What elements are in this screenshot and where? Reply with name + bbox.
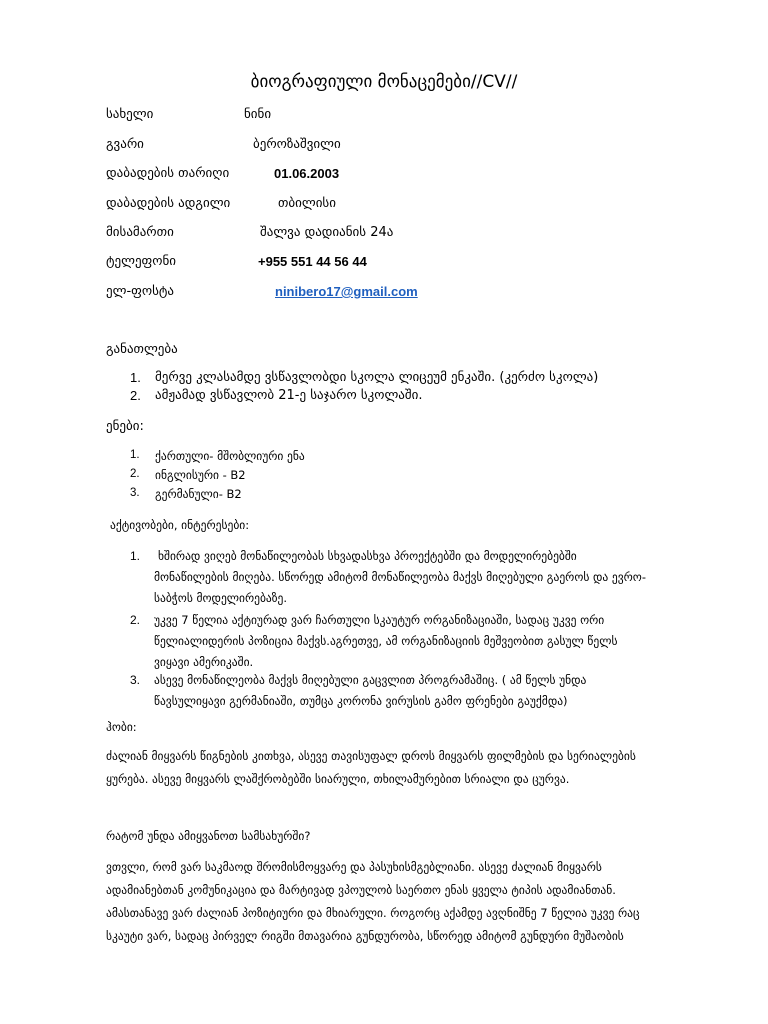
paragraph-line: სკაუტი ვარ, სადაც პირველ რიგში მთავარია გუნდურობა, სწორედ ამიტომ გუნდური მუშაობის [106,929,624,943]
hobby-paragraph [106,745,716,791]
field-value-first-name: ნინი [244,107,272,122]
field-label-first-name: სახელი [106,107,154,122]
hobby-heading: ჰობი: [106,720,137,734]
field-value-phone: +955 551 44 56 44 [258,254,367,269]
list-text: მერვე კლასამდე ვსწავლობდი სკოლა ლიცეუმ ენკაში. (კერძო სკოლა) [155,370,599,385]
paragraph-line: ადამიანებთან კომუნიკაცია და მარტივად ვპოულობ საერთო ენას ყველა ტიპის ადამიანთან. [106,883,616,897]
paragraph-line: ძალიან მიყვარს წიგნების კითხვა, ასევე თავისუფალ დროს მიყვარს ფილმების და სერიალების [106,749,636,763]
list-number: 3. [130,487,140,499]
field-label-birth-place: დაბადების ადგილი [106,196,231,211]
why-hire-heading: რატომ უნდა ამიყვანოთ სამსახურში? [106,829,311,843]
list-item [130,546,690,609]
list-text-line: ხშირად ვიღებ მონაწილეობას სხვადასხვა პროექტებში და მოდელირებებში [158,549,577,563]
education-heading: განათლება [106,342,178,357]
field-label-email: ელ-ფოსტა [106,284,174,299]
field-label-birth-date: დაბადების თარიღი [106,166,230,181]
activities-heading: აქტივობები, ინტერესები: [110,518,250,532]
list-item [130,670,690,712]
list-text: ქართული- მშობლიური ენა [155,449,305,463]
list-text-line: საბჭოს მოდელირებაზე. [154,591,288,605]
list-item [130,610,690,673]
list-number: 2. [130,468,140,480]
field-value-address: შალვა დადიანის 24ა [260,225,394,240]
list-number: 2. [130,613,141,627]
languages-heading: ენები: [106,419,144,434]
list-text-line: ვიყავი ამერიკაში. [154,655,254,669]
paragraph-line: ვთვლი, რომ ვარ საკმაოდ შრომისმოყვარე და პასუხისმგებლიანი. ასევე ძალიან მიყვარს [106,860,602,874]
list-text-line: ასევე მონაწილეობა მაქვს მიღებული გაცვლით პროგრამაშიც. ( ამ წელს უნდა [154,673,587,687]
list-text: გერმანული- B2 [155,487,242,501]
list-number: 3. [130,673,141,687]
field-value-last-name: ბეროზაშვილი [253,137,341,152]
paragraph-line: ყურება. ასევე მიყვარს ლაშქრობებში სიარული, თხილამურებით სრიალი და ცურვა. [106,772,570,786]
list-text: ინგლისური - B2 [155,468,246,482]
field-value-birth-place: თბილისი [278,196,336,211]
list-number: 1. [130,370,141,385]
why-hire-paragraph [106,856,716,948]
list-number: 1. [130,449,140,461]
list-text-line: წავსულიყავი გერმანიაში, თუმცა კორონა ვირუსის გამო ფრენები გაუქმდა) [154,694,568,708]
list-text-line: უკვე 7 წელია აქტიურად ვარ ჩართული სკაუტურ ორგანიზაციაში, სადაც უკვე ორი [154,613,605,627]
list-number: 2. [130,388,141,403]
field-label-last-name: გვარი [106,137,144,152]
list-text-line: წელიალიდერის პოზიცია მაქვს.აგრეთვე, ამ ორგანიზაციის მეშვეობით გასულ წელს [154,634,618,648]
email-link[interactable]: ninibero17@gmail.com [275,284,418,299]
field-label-phone: ტელეფონი [106,254,177,269]
document-title: ბიოგრაფიული მონაცემები//CV// [250,72,518,92]
field-value-birth-date: 01.06.2003 [274,166,340,181]
list-number: 1. [130,549,141,563]
list-text: ამჟამად ვსწავლობ 21-ე საჯარო სკოლაში. [155,388,423,403]
list-text-line: მონაწილების მიღება. სწორედ ამიტომ მონაწილეობა მაქვს მიღებული გაეროს და ევრო- [154,570,647,584]
paragraph-line: ამასთანავე ვარ ძალიან პოზიტიური და მხიარული. როგორც აქამდე ავღნიშნე 7 წელია უკვე რაც [106,906,640,920]
field-label-address: მისამართი [106,225,174,240]
